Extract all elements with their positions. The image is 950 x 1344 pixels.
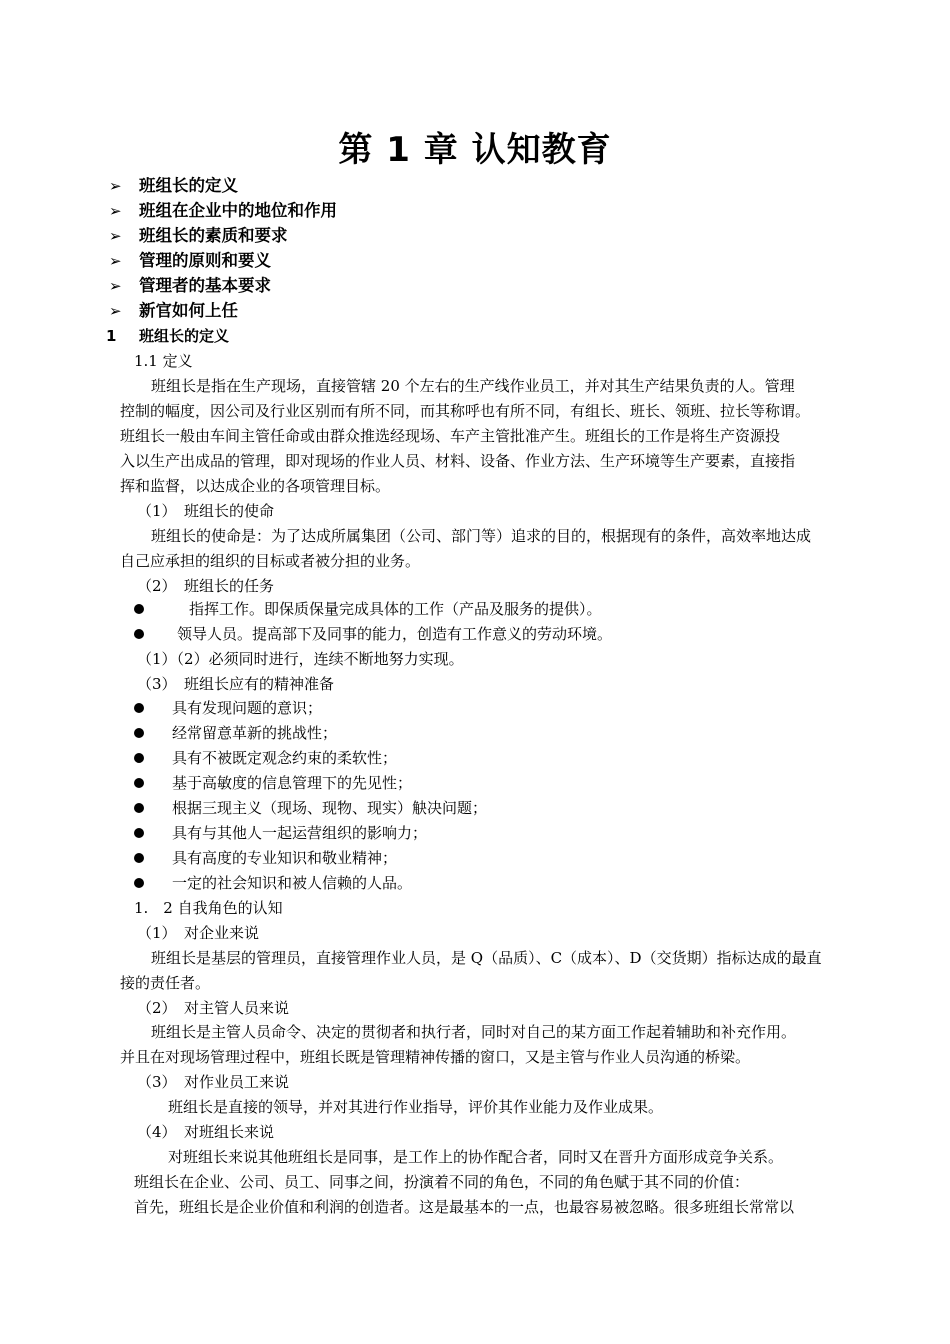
toc-item [109, 201, 337, 221]
bullet-dot-icon [134, 604, 144, 614]
bullet-dot-icon [134, 703, 144, 713]
arrow-bullet-icon: ➢ [109, 177, 122, 195]
arrow-bullet-icon: ➢ [109, 277, 122, 295]
subheading: （3） 对作业员工来说 [137, 1073, 290, 1091]
paragraph-line: 对班组长来说其他班组长是同事，是工作上的协作配合者，同时又在晋升方面形成竞争关系。 [168, 1148, 784, 1166]
arrow-bullet-icon: ➢ [109, 202, 122, 220]
paragraph-line: 自己应承担的组织的目标或者被分担的业务。 [120, 552, 421, 570]
subheading: （4） 对班组长来说 [137, 1123, 275, 1141]
toc-item-label: 班组长的定义 [139, 176, 238, 195]
list-item: 具有高度的专业知识和敬业精神； [172, 849, 398, 867]
bullet-dot-icon [134, 728, 144, 738]
subheading: （1） 班组长的使命 [137, 502, 275, 520]
toc-item-label: 班组长的素质和要求 [139, 226, 288, 245]
bullet-dot-icon [134, 803, 144, 813]
arrow-bullet-icon: ➢ [109, 302, 122, 320]
paragraph-line: 班组长是指在生产现场，直接管辖 20 个左右的生产线作业员工，并对其生产结果负责的人。管理 [151, 377, 795, 395]
chapter-title: 第 1 章 认知教育 [338, 130, 612, 170]
paragraph-line: （1）（2）必须同时进行，连续不断地努力实现。 [137, 650, 464, 668]
toc-item [109, 176, 238, 196]
toc-item-label: 管理的原则和要义 [139, 251, 271, 270]
toc-item [109, 226, 288, 246]
bullet-dot-icon [134, 629, 144, 639]
subheading: （2） 对主管人员来说 [137, 999, 290, 1017]
paragraph-line: 首先，班组长是企业价值和利润的创造者。这是最基本的一点，也最容易被忽略。很多班组长常常以 [134, 1198, 795, 1216]
bullet-dot-icon [134, 828, 144, 838]
subheading: （2） 班组长的任务 [137, 577, 275, 595]
paragraph-line: 班组长是直接的领导，并对其进行作业指导，评价其作业能力及作业成果。 [168, 1098, 664, 1116]
toc-item-label: 班组在企业中的地位和作用 [139, 201, 337, 220]
paragraph-line: 班组长是基层的管理员，直接管理作业人员，是 Q（品质）、C（成本）、D（交货期）指标达成的最直 [151, 949, 822, 967]
arrow-bullet-icon: ➢ [109, 252, 122, 270]
list-item: 指挥工作。即保质保量完成具体的工作（产品及服务的提供）。 [189, 600, 602, 618]
paragraph-line: 班组长是主管人员命令、决定的贯彻者和执行者，同时对自己的某方面工作起着辅助和补充作用。 [151, 1023, 797, 1041]
paragraph-line: 挥和监督，以达成企业的各项管理目标。 [120, 477, 391, 495]
toc-item [109, 251, 271, 271]
paragraph-line: 接的责任者。 [120, 974, 211, 992]
paragraph-line: 控制的幅度，因公司及行业区别而有所不同，而其称呼也有所不同，有组长、班长、领班、拉长等称谓。 [120, 402, 811, 420]
bullet-dot-icon [134, 853, 144, 863]
list-item: 具有发现问题的意识； [172, 699, 323, 717]
subsection-heading: 1.1 定义 [134, 352, 193, 370]
paragraph-line: 班组长的使命是：为了达成所属集团（公司、部门等）追求的目的，根据现有的条件，高效率地达成 [151, 527, 812, 545]
list-item: 经常留意革新的挑战性； [172, 724, 338, 742]
paragraph-line: 入以生产出成品的管理，即对现场的作业人员、材料、设备、作业方法、生产环境等生产要素，直接指 [120, 452, 796, 470]
section-heading: 班组长的定义 [139, 327, 230, 345]
list-item: 根据三现主义（现场、现物、现实）觖决问题； [172, 799, 488, 817]
bullet-dot-icon [134, 753, 144, 763]
list-item: 基于高敏度的信息管理下的先见性； [172, 774, 413, 792]
list-item: 具有与其他人一起运营组织的影响力； [172, 824, 428, 842]
list-item: 领导人员。提高部下及同事的能力，创造有工作意义的劳动环境。 [177, 625, 613, 643]
bullet-dot-icon [134, 778, 144, 788]
list-item: 具有不被既定观念约束的柔软性； [172, 749, 398, 767]
bullet-dot-icon [134, 878, 144, 888]
section-number: 1 [106, 327, 117, 345]
subsection-heading: 1. 2 自我角色的认知 [134, 899, 283, 917]
paragraph-line: 班组长在企业、公司、员工、同事之间，扮演着不同的角色，不同的角色赋于其不同的价值： [134, 1173, 750, 1191]
subheading: （3） 班组长应有的精神准备 [137, 675, 335, 693]
toc-item-label: 新官如何上任 [139, 301, 238, 320]
toc-item [109, 276, 271, 296]
paragraph-line: 并且在对现场管理过程中，班组长既是管理精神传播的窗口，又是主管与作业人员沟通的桥梁。 [120, 1048, 751, 1066]
paragraph-line: 班组长一般由车间主管任命或由群众推选经现场、车产主管批准产生。班组长的工作是将生产资源投 [120, 427, 781, 445]
list-item: 一定的社会知识和被人信赖的人品。 [172, 874, 413, 892]
arrow-bullet-icon: ➢ [109, 227, 122, 245]
subheading: （1） 对企业来说 [137, 924, 260, 942]
toc-item-label: 管理者的基本要求 [139, 276, 271, 295]
toc-item [109, 301, 238, 321]
